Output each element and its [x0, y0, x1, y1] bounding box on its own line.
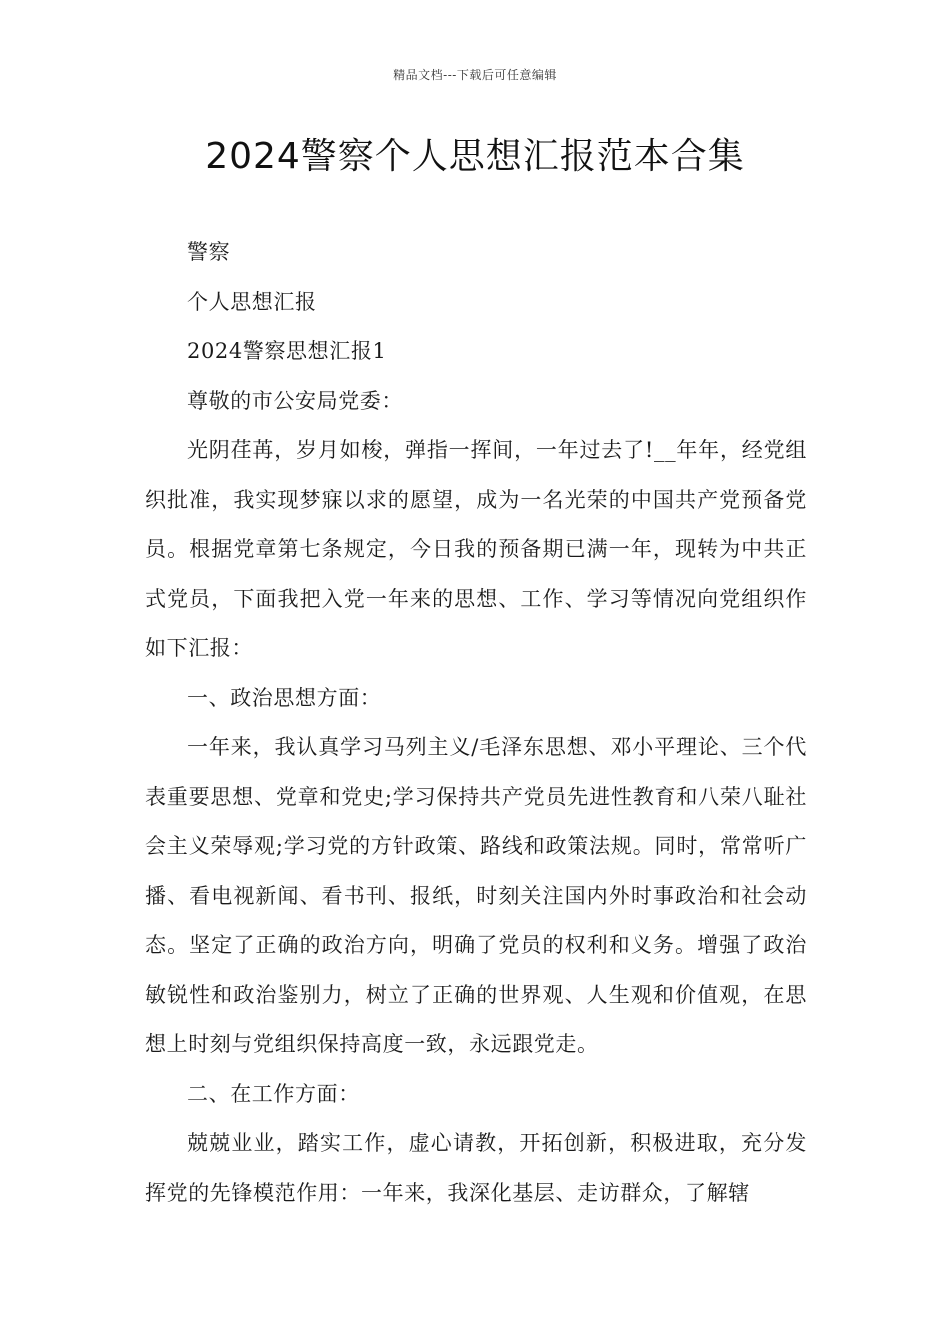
header-note: 精品文档---下载后可任意编辑: [393, 68, 557, 82]
document-body: [145, 228, 807, 1218]
greeting-line: 尊敬的市公安局党委：: [187, 388, 403, 413]
paragraph-salutation-2: 个人思想汇报: [187, 289, 317, 314]
subheading-politics: 一、政治思想方面：: [187, 685, 382, 710]
subheading-work: 二、在工作方面：: [187, 1081, 360, 1106]
document-title: 2024警察个人思想汇报范本合集: [205, 136, 745, 177]
body-paragraph: 兢兢业业，踏实工作，虚心请教，开拓创新，积极进取，充分发挥党的先锋模范作用：一年来，我深化基层、走访群众，了解辖: [145, 1131, 807, 1205]
paragraph-salutation-1: 警察: [187, 240, 231, 264]
section-heading: 2024警察思想汇报1: [187, 339, 387, 363]
body-paragraph: 一年来，我认真学习马列主义/毛泽东思想、邓小平理论、三个代表重要思想、党章和党史;学习保持共产党员先进性教育和八荣八耻社会主义荣辱观;学习党的方针政策、路线和政策法规。同时，常常听广播、看电视新闻、看书刊、报纸，时刻关注国内外时事政治和社会动态。坚定了正确的政治方向，明确了党员的权利和义务。增强了政治敏锐性和政治鉴别力，树立了正确的世界观、人生观和价值观，在思想上时刻与党组织保持高度一致，永远跟党走。: [145, 735, 807, 1056]
body-paragraph: 光阴荏苒，岁月如梭，弹指一挥间，一年过去了!__年年，经党组织批准，我实现梦寐以求的愿望，成为一名光荣的中国共产党预备党员。根据党章第七条规定，今日我的预备期已满一年，现转为中共正式党员，下面我把入党一年来的思想、工作、学习等情况向党组织作如下汇报：: [145, 438, 807, 660]
